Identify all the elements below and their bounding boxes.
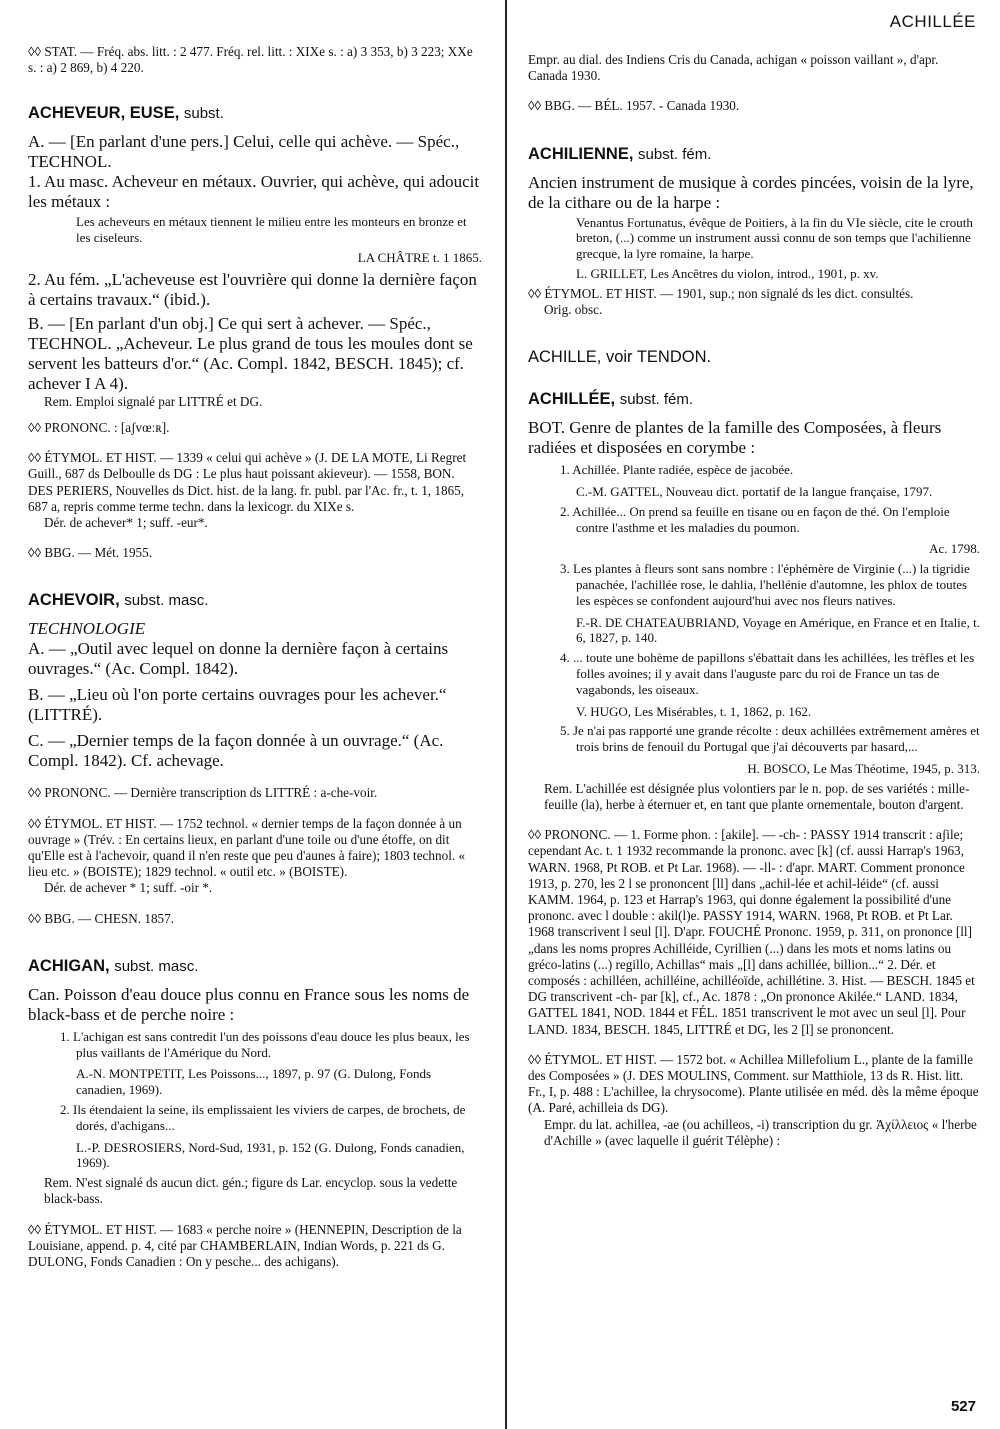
definition: Can. Poisson d'eau douce plus connu en France sous les noms de black-bass et de perche noire : xyxy=(28,984,470,1024)
borrowing: Empr. du lat. achillea, -ae (ou achilleos, -i) transcription du gr. Ἀχίλλειος « l'herbe d'Achille » (avec laquelle il guérit Télèphe) : xyxy=(544,1116,977,1148)
grammar-label: subst. fém. xyxy=(638,145,712,163)
entry-heading-achevoir xyxy=(28,591,482,610)
entry-heading-achigan xyxy=(28,957,482,976)
etymology: ◊◊ ÉTYMOL. ET HIST. — 1339 « celui qui achève » (J. DE LA MOTE, Li Regret Guill., 687 ds Delboulle ds DG : Le plus haut poissant akieveur). — 1558, BON. DES PERIERS, Nouvelles ds Dict. hist. de la lang. fr. publ. par l'Ac. fr., t. 1, 1865, 687 a, repris comme terme techn. dans la lexicogr. du XIXe s. xyxy=(28,450,467,514)
example-3: 3. Les plantes à fleurs sont sans nombre : l'éphémère de Virginie (...) la tigridie panachée, l'achillée rose, le dahlia, l'hellénie d'automne, les phlox de toutes les espèces se confondent aujourd'hui avec nos fleurs natives. xyxy=(560,561,970,608)
remark: Rem. N'est signalé ds aucun dict. gén.; figure ds Lar. encyclop. sous la vedette black-bass. xyxy=(44,1175,458,1207)
sense-b: B. — „Lieu où l'on porte certains ouvrages pour les achever.“ (LITTRÉ). xyxy=(28,685,447,725)
entry-heading-acheveur xyxy=(28,104,482,123)
entry-heading-achille: ACHILLE, voir TENDON. xyxy=(528,348,712,367)
headword: ACHILLÉE, xyxy=(528,390,616,409)
entry-heading-achillee xyxy=(528,390,980,409)
headword: ACHIGAN, xyxy=(28,956,110,975)
derivation: Dér. de achever* 1; suff. -eur*. xyxy=(44,515,208,531)
entry-heading-achilienne xyxy=(528,145,980,164)
running-head: ACHILLÉE xyxy=(889,12,976,31)
sense-a2: 2. Au fém. „L'acheveuse est l'ouvrière qui donne la dernière façon à certains travaux.“ (ibid.). xyxy=(28,269,477,309)
example-2-source: Ac. 1798. xyxy=(929,541,980,557)
definition: BOT. Genre de plantes de la famille des Composées, à fleurs radiées et disposées en corymbe : xyxy=(528,418,942,458)
example-2: 2. Ils étendaient la seine, ils emplissaient les viviers de carpes, de brochets, de dorés, d'achigans... xyxy=(60,1102,466,1133)
example-1: 1. Achillée. Plante radiée, espèce de jacobée. xyxy=(560,462,794,478)
prononc: ◊◊ PRONONC. — 1. Forme phon. : [akile]. — -ch- : PASSY 1914 transcrit : aʃile; cependant Ac. t. 1 1932 recommande la prononc. avec [k] (cf. aussi Harrap's 1963, WARN. 1968, Pt ROB. et Pt Lar. 1968). — -ll- : d'apr. MART. Comment prononce 1913, p. 270, les 2 l se prononcent [ll] dans „achil-lée et achil-léide“ (cf. aussi KAMM. 1964, p. 123 et Harrap's 1963, qui donne également la possibilité d'une prononc. avec l double : akil(l)e. PASSY 1914, WARN. 1968, Pt ROB. et Pt Lar. 1968 transcrivent l seul [l]. D'apr. FOUCHÉ Prononc. 1959, p. 311, on prononce [ll] „dans les noms propres Achilléide, Cyrillien (...) dans les mots et noms latins ou gréco-latins (...) regillo, Achillas“ mais „[l] dans achillée, billion...“ 2. Dér. et composés : achilléen, achilléine, achilléoïde, achillétine. 3. Hist. — BESCH. 1845 et DG transcrivent -ch- par [k], cf., Ac. 1878 : „On prononce Akilée.“ LAND. 1834, GATTEL 1841, NOD. 1844 et FÉL. 1851 transcrivent le mot avec un seul [l]. Pour LAND. 1834, BESCH. 1845, LITTRÉ et DG, les 2 [l] se prononcent. xyxy=(528,827,975,1037)
headword: ACHEVEUR, EUSE, xyxy=(28,104,180,123)
right-column xyxy=(528,52,980,1149)
grammar-label: subst. fém. xyxy=(619,391,694,409)
etymology: ◊◊ ÉTYMOL. ET HIST. — 1683 « perche noire » (HENNEPIN, Description de la Louisiane, append. p. 4, cité par CHAMBERLAIN, Indian Words, p. 221 ds G. DULONG, Fonds Canadien : On y pesche... des achigans). xyxy=(28,1221,462,1270)
bibliography: ◊◊ BBG. — Mét. 1955. xyxy=(28,545,153,561)
remark: Rem. Emploi signalé par LITTRÉ et DG. xyxy=(44,393,263,409)
sense-b: B. — [En parlant d'un obj.] Ce qui sert à achever. — Spéc., TECHNOL. „Acheveur. Le plus grand de tous les moules dont se servent les batteurs d'or.“ (Ac. Compl. 1842, BESCH. 1845); cf. achever I A 4). xyxy=(28,313,473,393)
etymology: ◊◊ ÉTYMOL. ET HIST. — 1901, sup.; non signalé ds les dict. consultés. xyxy=(528,285,914,301)
sense-a: A. — [En parlant d'une pers.] Celui, celle qui achève. — Spéc., TECHNOL. xyxy=(28,132,460,172)
derivation: Dér. de achever * 1; suff. -oir *. xyxy=(44,880,213,896)
example-source: LA CHÂTRE t. 1 1865. xyxy=(357,250,482,265)
achigan-continuation: Empr. au dial. des Indiens Cris du Canada, achigan « poisson vaillant », d'apr. Canada 1930. xyxy=(528,52,939,84)
example-5: 5. Je n'ai pas rapporté une grande récolte : deux achillées extrêmement amères et trois brins de fenouil du Portugal que j'ai découverts par hasard,... xyxy=(560,723,980,755)
grammar-label: subst. xyxy=(183,105,224,123)
example-4-source: V. HUGO, Les Misérables, t. 1, 1862, p. 162. xyxy=(576,703,812,719)
prononc: ◊◊ PRONONC. — Dernière transcription ds LITTRÉ : a-che-voir. xyxy=(28,785,378,801)
grammar-label: subst. masc. xyxy=(124,592,209,610)
definition: Ancien instrument de musique à cordes pincées, voisin de la lyre, de la cithare ou de la harpe : xyxy=(528,172,974,212)
bibliography: ◊◊ BBG. — CHESN. 1857. xyxy=(28,910,175,926)
example-4: 4. ... toute une bohème de papillons s'ébattait dans les achillées, les trèfles et les folles avoines; il y avait dans l'auguste parc du roi de France un tas de vagabonds, les oiseaux. xyxy=(560,650,975,697)
sense-a1: 1. Au masc. Acheveur en métaux. Ouvrier, qui achève, qui adoucit les métaux : xyxy=(28,172,480,212)
left-column xyxy=(28,44,482,1270)
example-1-source: A.-N. MONTPETIT, Les Poissons..., 1897, p. 97 (G. Dulong, Fonds canadien, 1969). xyxy=(76,1066,432,1098)
origin: Orig. obsc. xyxy=(544,302,603,317)
example: Venantus Fortunatus, évêque de Poitiers, à la fin du VIe siècle, cite le crouth breton, (...) comme un instrument aussi connu de son temps que l'achilienne grecque, la lyre romaine, la harpe. xyxy=(576,214,973,262)
page-number: 527 xyxy=(950,1398,976,1415)
stat-line: ◊◊ STAT. — Fréq. abs. litt. : 2 477. Fréq. rel. litt. : XIXe s. : a) 3 353, b) 3 223; XXe s. : a) 2 869, b) 4 220. xyxy=(28,44,473,76)
example-5-source: H. BOSCO, Le Mas Théotime, 1945, p. 313. xyxy=(747,760,980,776)
etymology: ◊◊ ÉTYMOL. ET HIST. — 1572 bot. « Achillea Millefolium L., plante de la famille des Composées » (J. DES MOULINS, Comment. sur Matthiole, 13 ds R. Hist. litt. Fr., I, p. 488 : L'achillee, la chrysocome). Plante utilisée en méd. dès la même époque (A. Paré, achilleia ds DG). xyxy=(528,1051,979,1116)
example-2: 2. Achillée... On prend sa feuille en tisane ou en façon de thé. On l'emploie contre l'asthme et les maladies du poumon. xyxy=(560,503,950,535)
example-1-source: C.-M. GATTEL, Nouveau dict. portatif de la langue française, 1797. xyxy=(576,484,933,499)
sense-a: A. — „Outil avec lequel on donne la dernière façon à certains ouvrages.“ (Ac. Compl. 1842). xyxy=(28,639,449,679)
bibliography: ◊◊ BBG. — BÉL. 1957. - Canada 1930. xyxy=(528,98,740,114)
domain-label: TECHNOLOGIE xyxy=(28,619,146,639)
column-divider xyxy=(505,0,507,1429)
example-2-source: L.-P. DESROSIERS, Nord-Sud, 1931, p. 152 (G. Dulong, Fonds canadien, 1969). xyxy=(76,1139,465,1171)
example-source: L. GRILLET, Les Ancêtres du violon, introd., 1901, p. xv. xyxy=(576,266,879,281)
example-1: 1. L'achigan est sans contredit l'un des poissons d'eau douce les plus beaux, les plus vaillants de l'Amérique du Nord. xyxy=(60,1028,470,1060)
example: Les acheveurs en métaux tiennent le milieu entre les monteurs en bronze et les ciseleurs. xyxy=(76,214,467,246)
grammar-label: subst. masc. xyxy=(114,957,199,975)
sense-c: C. — „Dernier temps de la façon donnée à un ouvrage.“ (Ac. Compl. 1842). Cf. achevage. xyxy=(28,731,444,771)
etymology: ◊◊ ÉTYMOL. ET HIST. — 1752 technol. « dernier temps de la façon donnée à un ouvrage » (Trév. : En certains lieux, en parlant d'une toile ou d'une étoffe, on dit qu'Elle est à l'achevoir, quand il n'en reste que peu d'aunes à faire); 1803 technol. « lieu etc. » (BOISTE); 1829 technol. « outil etc. » (BOISTE). xyxy=(28,815,466,880)
prononc: ◊◊ PRONONC. : [aʃvœːʀ]. xyxy=(28,420,170,435)
example-3-source: F.-R. DE CHATEAUBRIAND, Voyage en Amérique, en France et en Italie, t. 6, 1827, p. 140. xyxy=(576,614,980,646)
headword: ACHILIENNE, xyxy=(528,144,634,163)
headword: ACHEVOIR, xyxy=(28,591,120,610)
remark: Rem. L'achillée est désignée plus volontiers par le n. pop. de ses variétés : mille-feuille (la), herbe à éternuer et, en tant que plante ornementale, bouton d'argent. xyxy=(544,780,970,812)
